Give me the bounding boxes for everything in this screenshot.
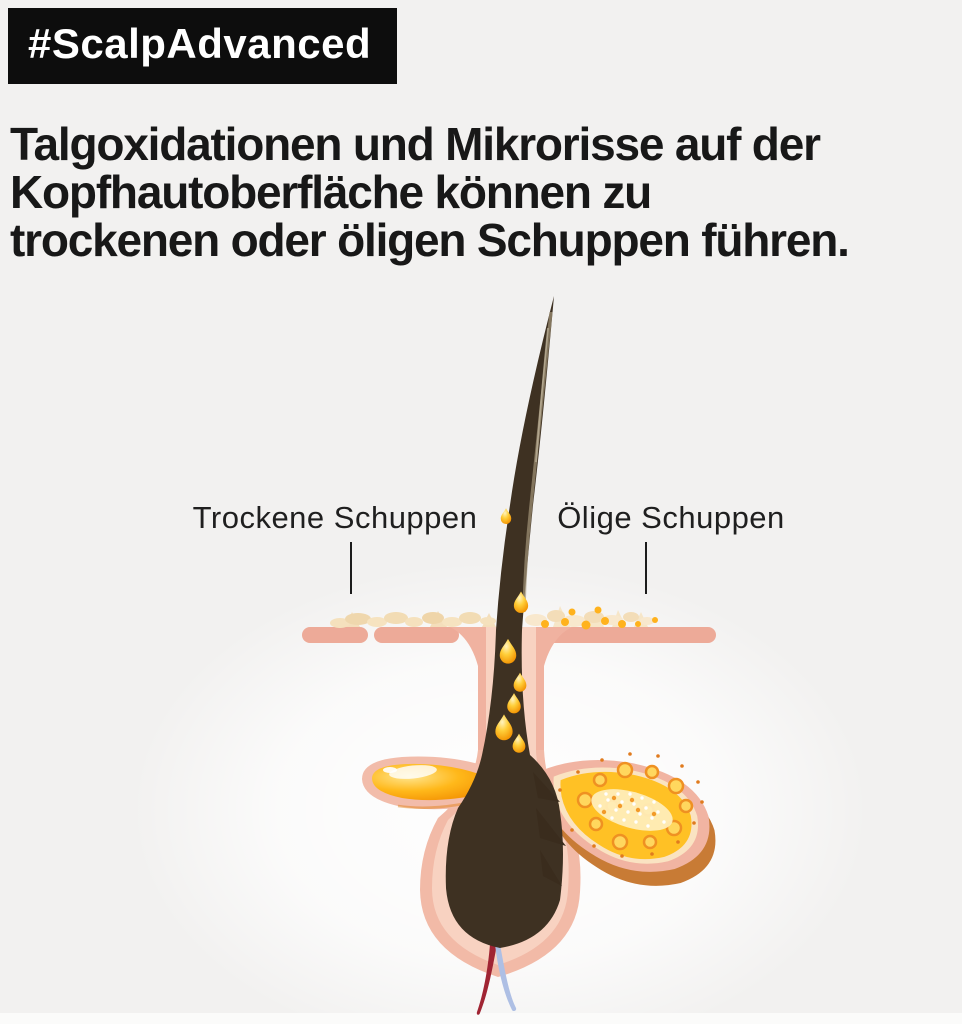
headline-line-2: Kopfhautoberfläche können zu — [10, 166, 652, 218]
headline-line-3: trockenen oder öligen Schuppen führen. — [10, 214, 849, 266]
label-oily-dandruff: Ölige Schuppen — [557, 500, 785, 535]
campaign-hashtag-text: #ScalpAdvanced — [28, 20, 372, 67]
label-dry-dandruff: Trockene Schuppen — [192, 500, 478, 535]
bottom-light-strip — [0, 1013, 962, 1024]
headline-line-1: Talgoxidationen und Mikrorisse auf der — [10, 118, 820, 170]
